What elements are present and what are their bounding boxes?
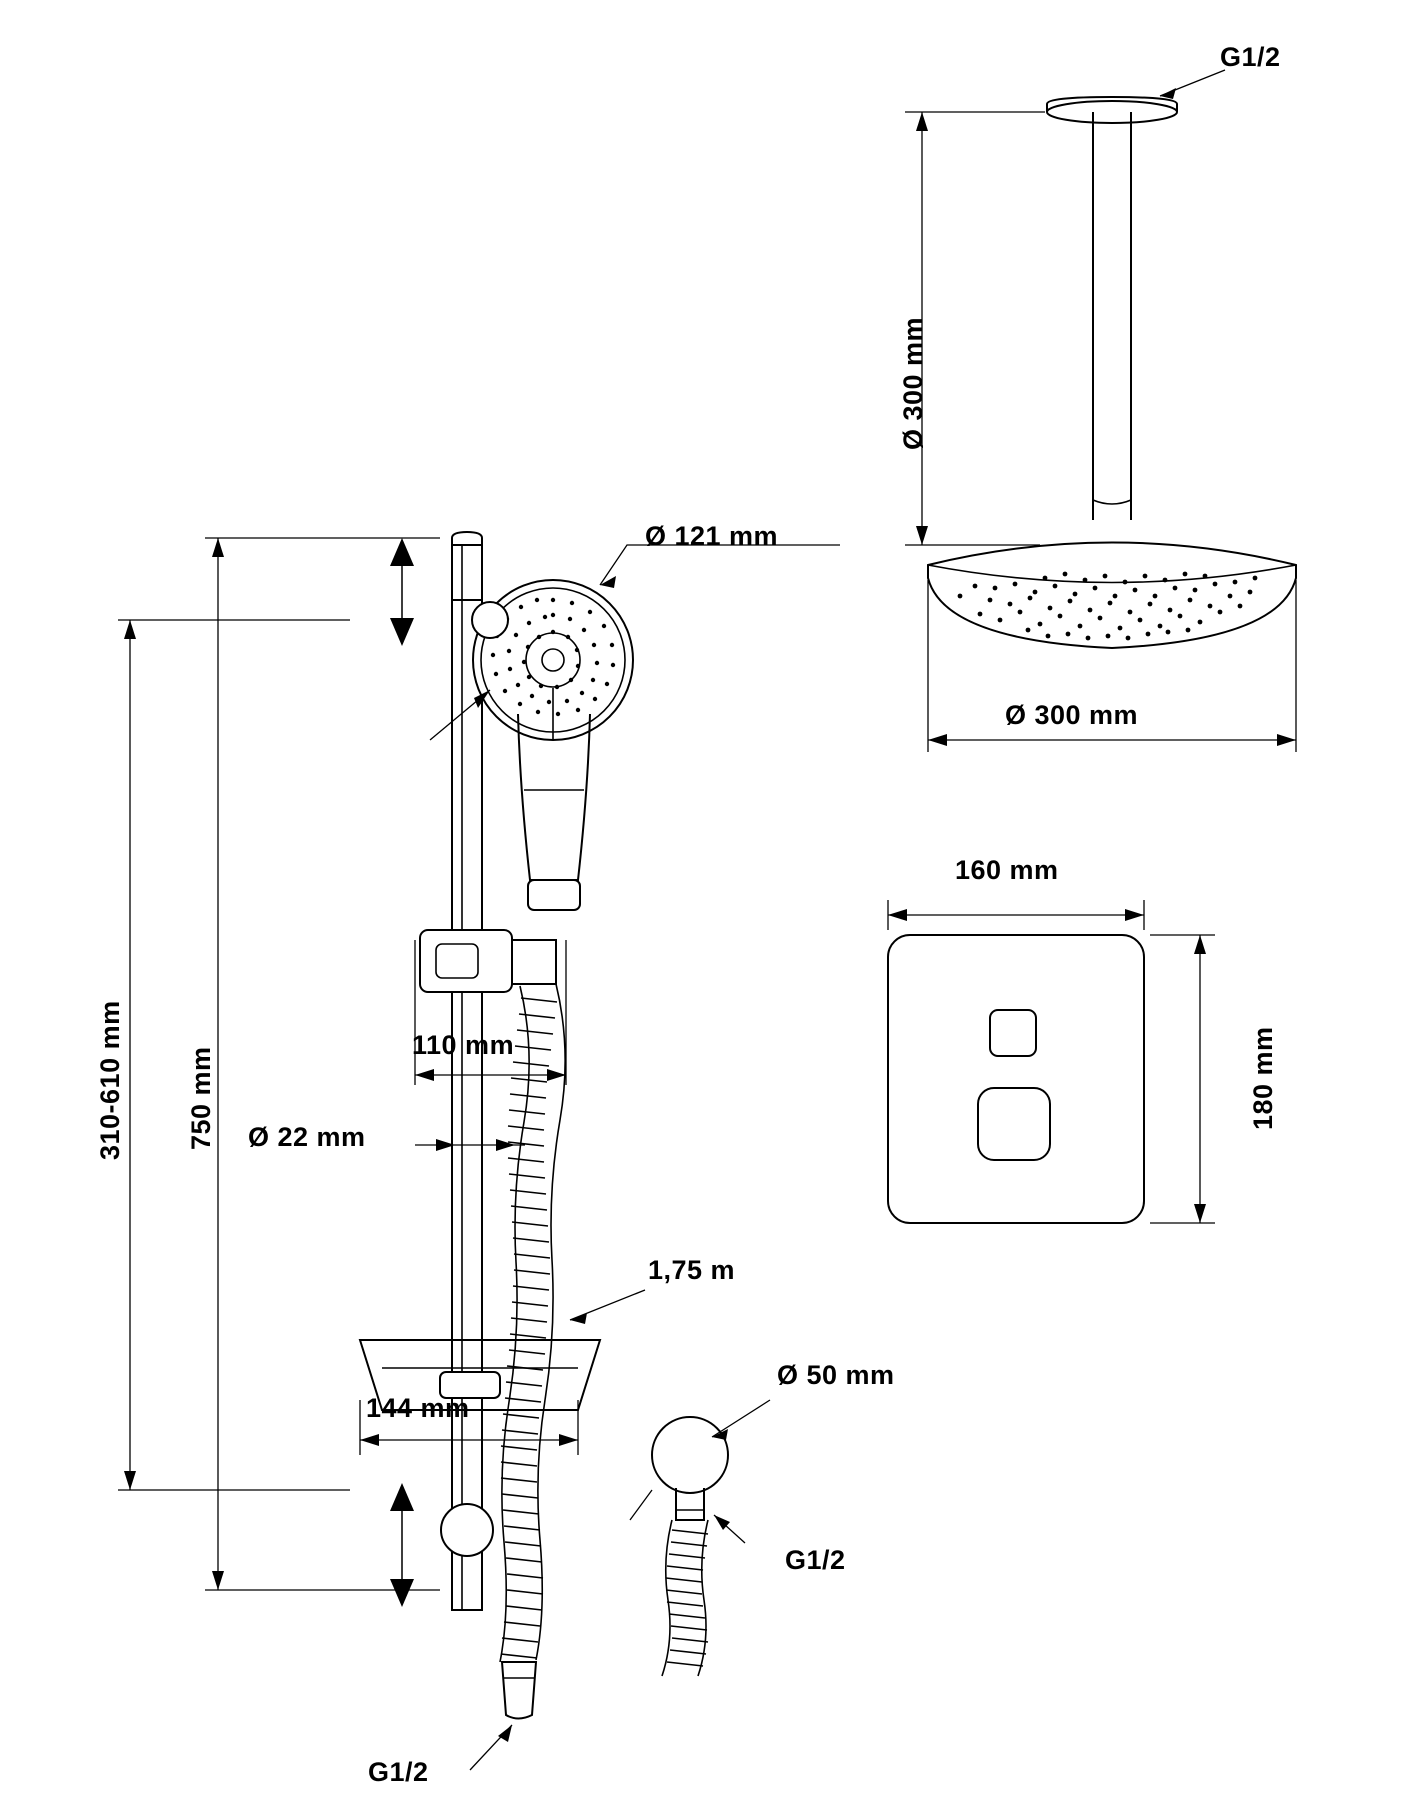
mixer-plate-assembly [888,935,1144,1223]
label-750: 750 mm [186,1046,216,1150]
dim-plate-180 [1150,935,1215,1223]
label-g12-top: G1/2 [1220,42,1281,72]
label-dia121: Ø 121 mm [645,521,779,551]
label-dia300-horizontal: Ø 300 mm [1005,700,1139,730]
arrow-top-travel [390,538,414,646]
label-310-610: 310-610 mm [95,1000,125,1160]
label-dia50: Ø 50 mm [777,1360,895,1390]
dim-750 [205,538,440,1590]
label-144: 144 mm [366,1393,470,1423]
outlet-hose [662,1520,708,1676]
label-dia300-vertical: Ø 300 mm [898,316,928,450]
dim-plate-160 [888,900,1144,930]
label-g12-outlet: G1/2 [785,1545,846,1575]
label-dia22: Ø 22 mm [248,1122,366,1152]
arrow-bottom-travel [390,1483,414,1607]
label-g12-bottom: G1/2 [368,1757,429,1787]
label-180: 180 mm [1248,1026,1278,1130]
dim-310-610 [118,620,350,1490]
wall-outlet-assembly [652,1417,728,1676]
leader-dia50 [712,1400,770,1437]
slide-bar-assembly [360,532,633,1719]
shower-hose [500,984,565,1662]
label-160: 160 mm [955,855,1059,885]
label-110: 110 mm [412,1030,515,1060]
overhead-shower-assembly [928,97,1296,648]
label-hose-175: 1,75 m [648,1255,736,1285]
